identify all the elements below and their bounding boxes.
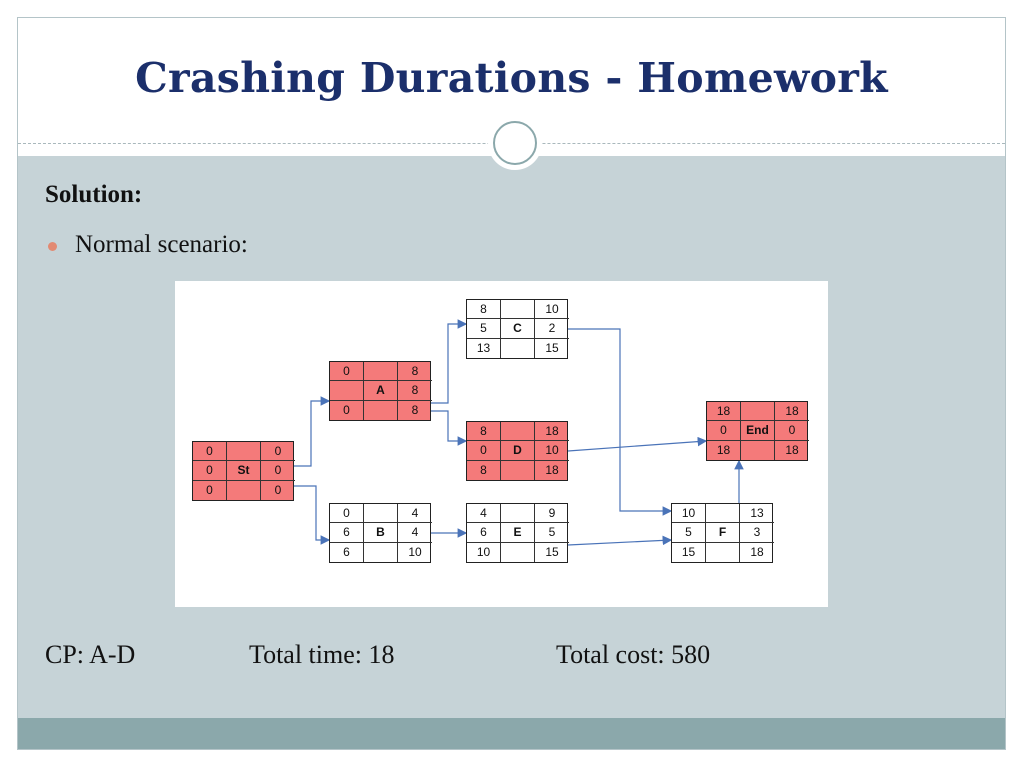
node-cell: 10 — [672, 504, 706, 523]
node-cell: 0 — [193, 461, 227, 480]
node-cell — [227, 481, 261, 500]
node-st — [192, 441, 294, 501]
critical-path-text: CP: A-D — [45, 640, 136, 669]
total-cost-text: Total cost: 580 — [556, 640, 711, 669]
node-cell — [501, 504, 535, 523]
node-cell — [706, 543, 740, 562]
node-cell — [501, 300, 535, 319]
node-cell: 15 — [545, 545, 559, 560]
node-cell: 0 — [261, 442, 295, 461]
node-cell — [364, 401, 398, 420]
arrow — [431, 411, 466, 441]
node-cell: 6 — [330, 523, 364, 542]
slide-frame — [17, 17, 1006, 750]
node-cell: 8 — [467, 422, 501, 441]
node-name: E — [501, 523, 535, 542]
node-name: A — [364, 381, 398, 400]
node-cell — [364, 504, 398, 523]
node-cell: 2 — [535, 319, 569, 338]
node-cell: 10 — [467, 543, 501, 562]
node-cell: 18 — [707, 441, 741, 460]
node-d — [466, 421, 568, 481]
node-name: C — [501, 319, 535, 338]
node-cell — [501, 422, 535, 441]
node-cell: 0 — [330, 504, 364, 523]
node-cell: 10 — [408, 545, 422, 560]
node-cell: 4 — [398, 523, 432, 542]
node-f — [671, 503, 773, 563]
arrow — [568, 329, 671, 511]
node-cell: 18 — [785, 443, 799, 458]
node-cell: 0 — [775, 421, 809, 440]
node-cell: 0 — [193, 442, 227, 461]
node-cell: 0 — [330, 362, 364, 381]
node-cell: 8 — [398, 362, 432, 381]
arrow — [568, 540, 671, 545]
node-name: D — [501, 441, 535, 460]
node-cell — [501, 543, 535, 562]
slide-footer-bar — [18, 718, 1005, 750]
node-cell: 13 — [467, 339, 501, 358]
node-name: F — [706, 523, 740, 542]
node-name: End — [741, 421, 775, 440]
node-cell: 15 — [545, 341, 559, 356]
circle-ornament-icon — [488, 116, 542, 170]
node-cell: 6 — [330, 543, 364, 562]
node-cell: 8 — [398, 381, 432, 400]
node-cell: 0 — [467, 441, 501, 460]
node-e — [466, 503, 568, 563]
node-cell: 18 — [535, 422, 569, 441]
total-time-text: Total time: 18 — [249, 640, 395, 669]
node-cell — [741, 441, 775, 460]
node-cell — [227, 442, 261, 461]
network-diagram — [175, 281, 828, 607]
bullet-dot-icon — [48, 242, 57, 251]
node-cell: 18 — [775, 402, 809, 421]
arrow — [294, 401, 329, 466]
node-cell: 13 — [740, 504, 774, 523]
node-b — [329, 503, 431, 563]
node-cell: 15 — [672, 543, 706, 562]
node-cell: 0 — [274, 483, 282, 498]
node-cell — [706, 504, 740, 523]
node-cell: 8 — [467, 300, 501, 319]
node-cell — [501, 339, 535, 358]
node-cell: 4 — [398, 504, 432, 523]
node-cell: 9 — [535, 504, 569, 523]
bullet-normal-scenario: Normal scenario: — [75, 231, 248, 258]
node-name: St — [227, 461, 261, 480]
node-a — [329, 361, 431, 421]
node-cell: 4 — [467, 504, 501, 523]
arrow — [431, 324, 466, 403]
node-cell: 0 — [707, 421, 741, 440]
node-end — [706, 401, 808, 461]
node-name: B — [364, 523, 398, 542]
node-cell — [364, 543, 398, 562]
arrow — [568, 441, 706, 451]
node-cell: 8 — [411, 403, 419, 418]
node-cell: 10 — [535, 441, 569, 460]
node-cell: 0 — [193, 481, 227, 500]
node-cell: 0 — [330, 401, 364, 420]
node-cell: 0 — [261, 461, 295, 480]
node-cell — [501, 461, 535, 480]
node-cell: 6 — [467, 523, 501, 542]
node-cell: 3 — [740, 523, 774, 542]
node-c — [466, 299, 568, 359]
node-cell: 18 — [750, 545, 764, 560]
solution-label: Solution: — [45, 181, 143, 208]
node-cell — [330, 381, 364, 400]
node-cell: 10 — [535, 300, 569, 319]
node-cell: 8 — [467, 461, 501, 480]
node-cell: 5 — [467, 319, 501, 338]
node-cell: 18 — [707, 402, 741, 421]
node-cell — [364, 362, 398, 381]
node-cell — [741, 402, 775, 421]
node-cell: 5 — [672, 523, 706, 542]
node-cell: 5 — [535, 523, 569, 542]
node-cell: 18 — [545, 463, 559, 478]
slide-title: Crashing Durations - Homework — [135, 54, 888, 102]
arrow — [294, 486, 329, 540]
